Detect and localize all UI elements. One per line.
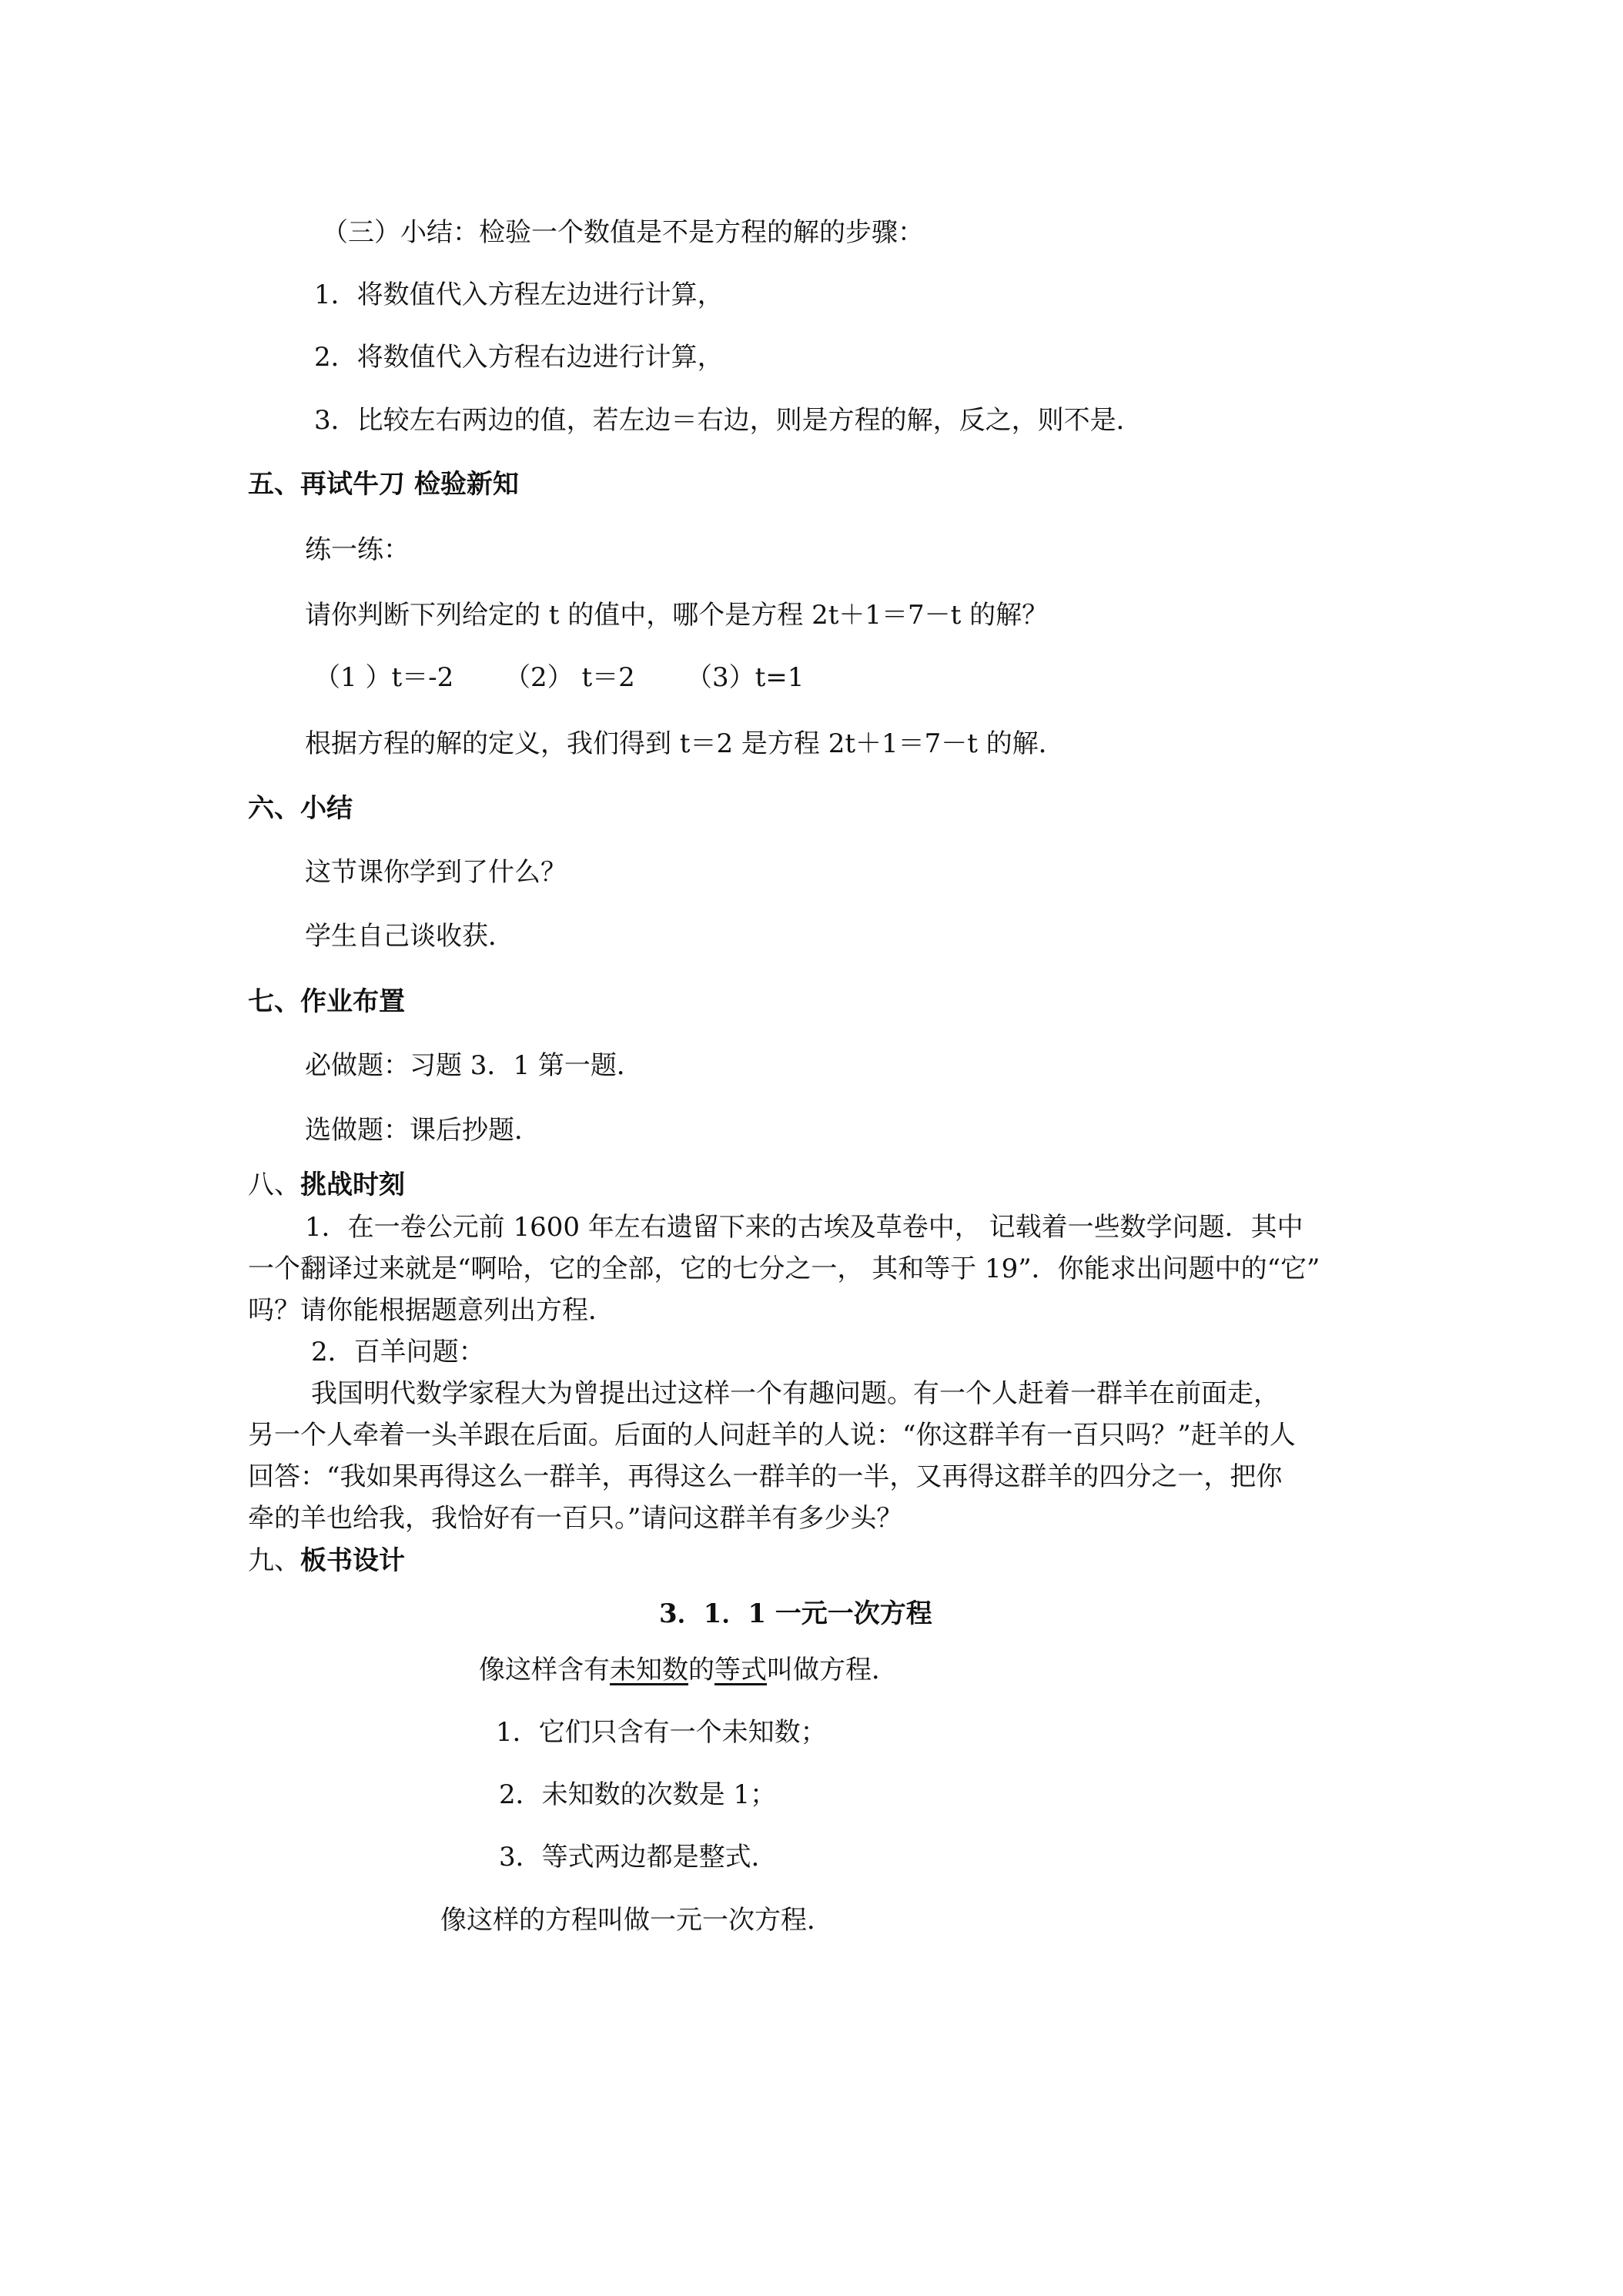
section-9-title: 板书设计 [300,1545,405,1576]
problem-2-line-1: 我国明代数学家程大为曾提出过这样一个有趣问题。有一个人赶着一群羊在前面走， [311,1378,1280,1409]
section-8-heading [248,1168,405,1202]
problem-2-title: 2．百羊问题： [311,1337,485,1367]
problem-2-line-2: 另一个人牵着一头羊跟在后面。后面的人问赶羊的人说：“你这群羊有一百只吗？”赶羊的人 [248,1420,1296,1451]
definition-underlined-equation: 等式 [714,1655,767,1685]
step-1: 1．将数值代入方程左边进行计算， [314,279,724,310]
section-8-title: 挑战时刻 [300,1170,405,1200]
section-8-prefix: 八、 [248,1170,300,1200]
step-3: 3．比较左右两边的值，若左边＝右边，则是方程的解，反之，则不是． [314,405,1143,436]
step-2: 2．将数值代入方程右边进行计算， [314,342,724,373]
practice-answer: 根据方程的解的定义，我们得到 t＝2 是方程 2t＋1＝7－t 的解． [305,728,1065,759]
problem-1-line-3: 吗？请你能根据题意列出方程． [248,1295,614,1326]
homework-optional: 选做题：课后抄题． [305,1115,540,1146]
summary-answer: 学生自己谈收获． [305,921,514,952]
section-5-heading: 五、再试牛刀 检验新知 [248,469,519,500]
definition-text-2: 的 [688,1655,714,1685]
section-7-heading: 七、作业布置 [248,986,405,1017]
summary-heading: （三）小结：检验一个数值是不是方程的解的步骤： [322,217,924,248]
section-6-heading: 六、小结 [248,793,353,824]
summary-question: 这节课你学到了什么？ [305,857,567,888]
definition-text-1: 像这样含有 [479,1655,610,1685]
problem-1-line-1: 1．在一卷公元前 1600 年左右遗留下来的古埃及草卷中， 记载着一些数学问题．其中 [305,1212,1303,1243]
board-point-2: 2．未知数的次数是 1； [499,1779,777,1810]
option-1: （1 ）t＝-2 [314,662,454,693]
definition-text-3: 叫做方程． [767,1655,898,1685]
board-point-3: 3．等式两边都是整式． [499,1842,778,1873]
problem-1-line-2: 一个翻译过来就是“啊哈，它的全部，它的七分之一， 其和等于 19”．你能求出问题中的“它” [248,1253,1320,1284]
practice-label: 练一练： [305,534,410,565]
practice-question: 请你判断下列给定的 t 的值中，哪个是方程 2t＋1＝7－t 的解？ [305,600,1049,631]
definition-underlined-unknown: 未知数 [610,1655,688,1685]
board-conclusion: 像这样的方程叫做一元一次方程． [440,1905,833,1936]
option-3: （3）t=1 [686,662,805,693]
board-point-1: 1．它们只含有一个未知数； [496,1717,827,1748]
board-title: 3．1．1 一元一次方程 [659,1598,932,1629]
problem-2-line-3: 回答：“我如果再得这么一群羊，再得这么一群羊的一半，又再得这群羊的四分之一，把你 [248,1461,1283,1492]
board-definition [479,1653,898,1687]
homework-required: 必做题：习题 3．1 第一题． [305,1050,643,1081]
problem-2-line-4: 牵的羊也给我，我恰好有一百只。”请问这群羊有多少头？ [248,1503,903,1534]
option-2: （2） t＝2 [504,662,635,693]
section-9-prefix: 九、 [248,1545,300,1576]
section-9-heading [248,1544,405,1578]
